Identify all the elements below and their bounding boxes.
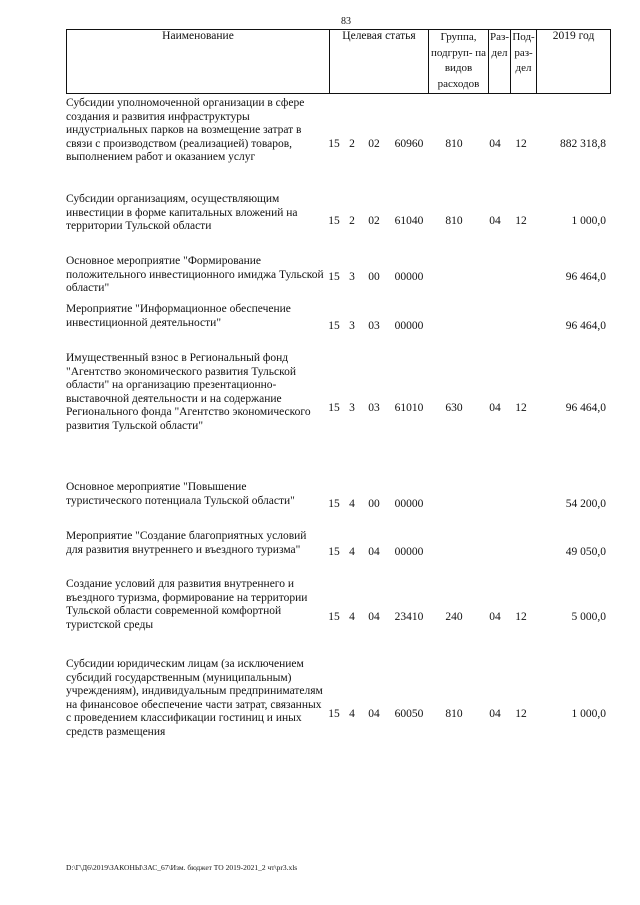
- row-subprogram: 3: [349, 402, 355, 414]
- header-subsection: Под- раз- дел: [511, 30, 537, 94]
- row-subsection: 12: [515, 611, 527, 623]
- row-sum: 882 318,8: [560, 138, 606, 150]
- row-main-event: 02: [368, 215, 380, 227]
- row-name: Основное мероприятие "Повышение туристического потенциала Тульской области": [66, 481, 295, 507]
- row-direction: 60050: [394, 708, 424, 720]
- row-subprogram: 3: [349, 271, 355, 283]
- row-subprogram: 4: [349, 611, 355, 623]
- header-year: 2019 год: [537, 30, 611, 94]
- row-program: 15: [328, 708, 340, 720]
- row-sum: 96 464,0: [565, 271, 606, 283]
- row-program: 15: [328, 215, 340, 227]
- row-name: Субсидии организациям, осуществляющим инвестиции в форме капитальных вложений на территории Тульской области: [66, 193, 298, 233]
- row-direction: 00000: [394, 271, 424, 283]
- row-sum: 96 464,0: [565, 402, 606, 414]
- row-main-event: 02: [368, 138, 380, 150]
- row-program: 15: [328, 546, 340, 558]
- row-subprogram: 4: [349, 498, 355, 510]
- row-subsection: 12: [515, 215, 527, 227]
- row-direction: 00000: [394, 498, 424, 510]
- row-program: 15: [328, 320, 340, 332]
- row-subprogram: 2: [349, 215, 355, 227]
- row-subprogram: 3: [349, 320, 355, 332]
- row-section: 04: [489, 708, 501, 720]
- row-group: 810: [445, 215, 463, 227]
- row-direction: 60960: [394, 138, 424, 150]
- row-program: 15: [328, 138, 340, 150]
- row-main-event: 04: [368, 708, 380, 720]
- row-direction: 61040: [394, 215, 424, 227]
- header-group: Группа, подгруп- па видов расходов: [429, 30, 489, 94]
- row-program: 15: [328, 402, 340, 414]
- row-subsection: 12: [515, 138, 527, 150]
- row-section: 04: [489, 611, 501, 623]
- row-direction: 61010: [394, 402, 424, 414]
- row-main-event: 00: [368, 271, 380, 283]
- row-program: 15: [328, 611, 340, 623]
- row-name: Мероприятие "Информационное обеспечение инвестиционной деятельности": [66, 303, 291, 329]
- footer-file-path: D:\Г\Д6\2019\ЗАКОНЫ\ЗАС_67\Изм. бюджет ТО 2019-2021_2 чт\pr3.xls: [66, 863, 298, 872]
- row-sum: 5 000,0: [571, 611, 606, 623]
- table-header: [66, 29, 611, 94]
- row-section: 04: [489, 215, 501, 227]
- row-group: 810: [445, 138, 463, 150]
- row-name: Создание условий для развития внутреннего и въездного туризма, формирование на территории Тульской области современной комфортной туристской среды: [66, 578, 308, 631]
- row-main-event: 03: [368, 402, 380, 414]
- row-sum: 49 050,0: [565, 546, 606, 558]
- row-group: 630: [445, 402, 463, 414]
- row-section: 04: [489, 402, 501, 414]
- row-direction: 23410: [394, 611, 424, 623]
- row-subsection: 12: [515, 402, 527, 414]
- row-main-event: 04: [368, 546, 380, 558]
- row-sum: 1 000,0: [571, 215, 606, 227]
- row-name: Имущественный взнос в Региональный фонд "Агентство экономического развития Тульской области" на организацию презентационно-выставочной деятельности и на содержание Регионального фонда "Агентство экономического развития Тульской области": [66, 352, 311, 432]
- row-subsection: 12: [515, 708, 527, 720]
- row-main-event: 00: [368, 498, 380, 510]
- row-section: 04: [489, 138, 501, 150]
- row-main-event: 03: [368, 320, 380, 332]
- row-name: Основное мероприятие "Формирование положительного инвестиционного имиджа Тульской области": [66, 255, 324, 295]
- header-target-article: Целевая статья: [330, 30, 429, 94]
- row-name: Мероприятие "Создание благоприятных условий для развития внутреннего и въездного туризма": [66, 530, 307, 556]
- row-subprogram: 4: [349, 708, 355, 720]
- row-sum: 96 464,0: [565, 320, 606, 332]
- row-direction: 00000: [394, 546, 424, 558]
- row-group: 810: [445, 708, 463, 720]
- row-program: 15: [328, 498, 340, 510]
- row-name: Субсидии уполномоченной организации в сфере создания и развития инфраструктуры индустриальных парков на возмещение затрат в связи с производством (реализацией) товаров, выполнением работ и оказанием услуг: [66, 97, 305, 164]
- page-number: 83: [341, 16, 351, 27]
- row-subprogram: 2: [349, 138, 355, 150]
- header-section: Раз- дел: [489, 30, 511, 94]
- row-name: Субсидии юридическим лицам (за исключением субсидий государственным (муниципальным) учреждениям), индивидуальным предпринимателям на финансовое обеспечение части затрат, связанных с проведением классификации гостиниц и иных средств размещения: [66, 658, 323, 738]
- row-direction: 00000: [394, 320, 424, 332]
- header-name: Наименование: [67, 30, 330, 94]
- row-sum: 54 200,0: [565, 498, 606, 510]
- row-sum: 1 000,0: [571, 708, 606, 720]
- row-main-event: 04: [368, 611, 380, 623]
- row-group: 240: [445, 611, 463, 623]
- row-subprogram: 4: [349, 546, 355, 558]
- row-program: 15: [328, 271, 340, 283]
